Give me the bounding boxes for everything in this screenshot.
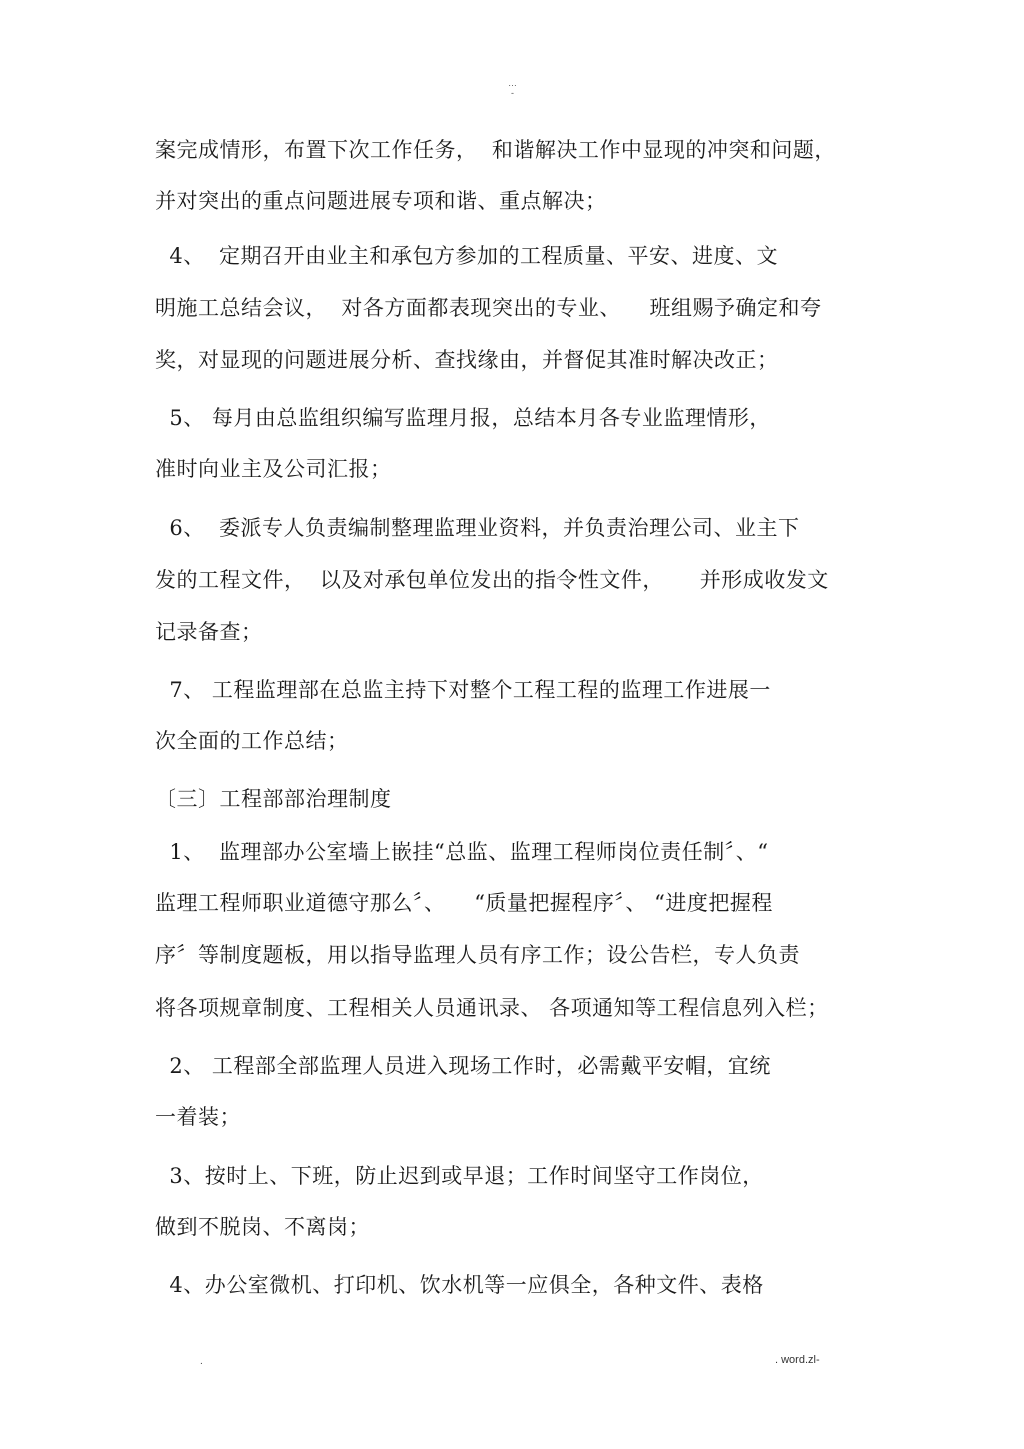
text-line: 2、 工程部全部监理人员进入现场工作时，必需戴平安帽，宜统: [155, 1054, 771, 1078]
text-line: 5、 每月由总监组织编写监理月报，总结本月各专业监理情形，: [155, 406, 771, 430]
page-header-mark: [508, 78, 517, 98]
text-line: 将各项规章制度、工程相关人员通讯录、 各项通知等工程信息列入栏；: [155, 996, 829, 1020]
text-line: 记录备查；: [155, 620, 263, 644]
text-line: 7、 工程监理部在总监主持下对整个工程工程的监理工作进展一: [155, 678, 771, 702]
header-mark-top: …: [508, 78, 517, 88]
text-line: 一着装；: [155, 1105, 241, 1129]
text-line: 3、按时上、下班，防止迟到或早退；工作时间坚守工作岗位，: [155, 1164, 764, 1188]
footer-dot: .: [200, 1356, 203, 1367]
text-line: 序〞等制度题板，用以指导监理人员有序工作；设公告栏，专人负责: [155, 943, 800, 967]
text-line: 监理工程师职业道德守那么〞、 “质量把握程序〞、 “进度把握程: [155, 891, 773, 915]
text-line: 4、办公室微机、打印机、饮水机等一应俱全，各种文件、表格: [155, 1273, 764, 1297]
text-line: 准时向业主及公司汇报；: [155, 457, 392, 481]
text-line: 1、 监理部办公室墙上嵌挂“总监、监理工程师岗位责任制〞、“: [155, 840, 769, 864]
text-line: 发的工程文件， 以及对承包单位发出的指令性文件， 并形成收发文: [155, 568, 829, 592]
text-line: 做到不脱岗、不离岗；: [155, 1215, 370, 1239]
text-line: 并对突出的重点问题进展专项和谐、重点解决；: [155, 189, 607, 213]
header-mark-bottom: -: [511, 88, 514, 98]
text-line: 明施工总结会议， 对各方面都表现突出的专业、 班组赐予确定和夸: [155, 296, 822, 320]
footer-brand: . word.zl-: [775, 1354, 820, 1366]
text-line: 案完成情形，布置下次工作任务， 和谐解决工作中显现的冲突和问题，: [155, 138, 836, 162]
text-line: 奖，对显现的问题进展分析、查找缘由，并督促其准时解决改正；: [155, 348, 779, 372]
text-line: 4、 定期召开由业主和承包方参加的工程质量、平安、进度、文: [155, 244, 779, 268]
text-line: 6、 委派专人负责编制整理监理业资料，并负责治理公司、业主下: [155, 516, 800, 540]
section-heading: 〔三〕工程部部治理制度: [155, 787, 392, 811]
text-line: 次全面的工作总结；: [155, 729, 349, 753]
